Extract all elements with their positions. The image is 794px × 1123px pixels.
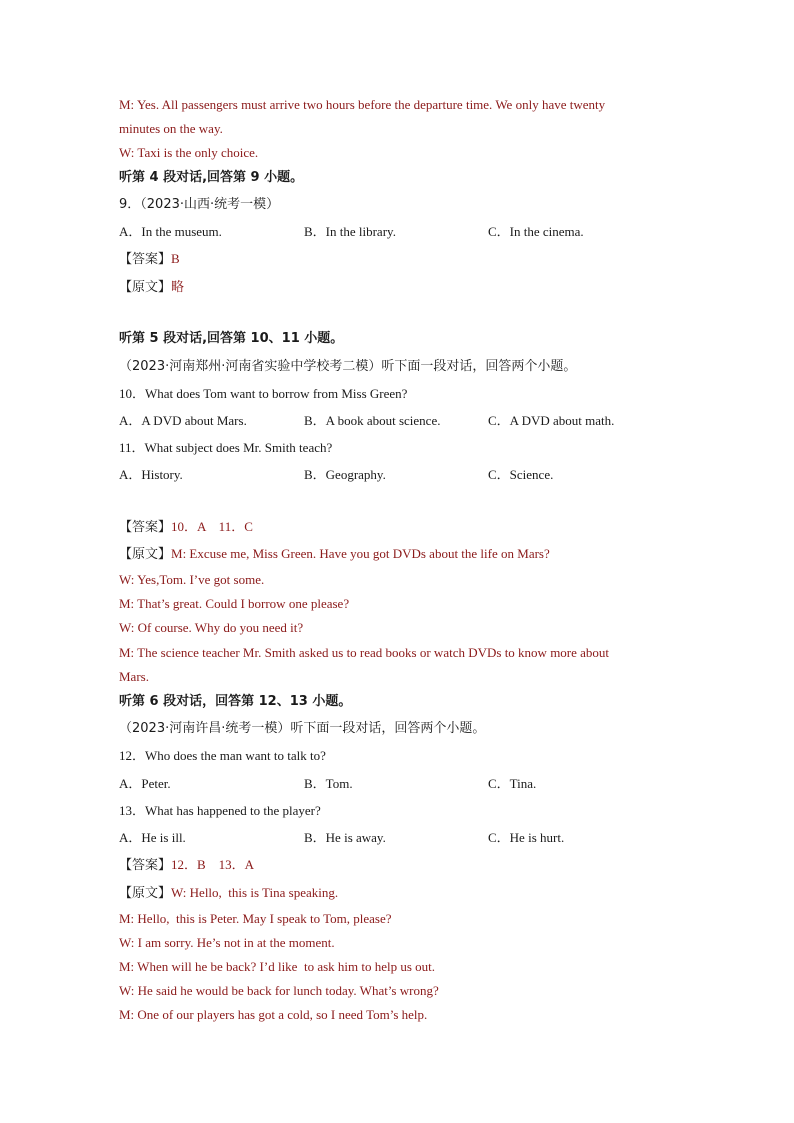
answer-tag: 【答案】 <box>119 520 172 535</box>
transcript-line: M: The science teacher Mr. Smith asked us to read books or watch DVDs to know more about <box>119 645 610 660</box>
transcript-line: W: I am sorry. He’s not in at the moment. <box>119 935 335 950</box>
answer-value: B <box>171 251 180 266</box>
option-c: C．Tina. <box>488 776 537 791</box>
transcript-line: M: Hello, this is Peter. May I speak to Tom, please? <box>119 911 392 926</box>
transcript-line: M: Excuse me, Miss Green. Have you got DVDs about the life on Mars? <box>171 546 550 561</box>
transcript-line: W: Of course. Why do you need it? <box>119 620 304 635</box>
option-a: A．In the museum. <box>119 224 222 239</box>
transcript-line: W: Hello, this is Tina speaking. <box>171 885 339 900</box>
source-tag: 【原文】 <box>119 547 172 562</box>
section-heading: 听第 6 段对话，回答第 12、13 小题。 <box>119 694 352 709</box>
option-c: C．He is hurt. <box>488 830 565 845</box>
source-value: 略 <box>171 280 185 295</box>
option-b: B．Geography. <box>304 467 386 482</box>
transcript-line: M: That’s great. Could I borrow one please? <box>119 596 350 611</box>
option-a: A．He is ill. <box>119 830 186 845</box>
transcript-line: W: Yes,Tom. I’ve got some. <box>119 572 265 587</box>
source-line <box>119 279 184 296</box>
transcript-line: minutes on the way. <box>119 121 223 136</box>
option-c: C．A DVD about math. <box>488 413 615 428</box>
option-a: A．Peter. <box>119 776 171 791</box>
source-tag: 【原文】 <box>119 280 172 295</box>
transcript-line: Mars. <box>119 669 149 684</box>
transcript-line: M: One of our players has got a cold, so I need Tom’s help. <box>119 1007 428 1022</box>
question-stem: 9．（2023·山西·统考一模） <box>119 197 280 212</box>
option-a: A．History. <box>119 467 183 482</box>
question-stem: 11．What subject does Mr. Smith teach? <box>119 440 333 455</box>
transcript-line: M: Yes. All passengers must arrive two hours before the departure time. We only have twenty <box>119 97 606 112</box>
source-note: （2023·河南郑州·河南省实验中学校考二模）听下面一段对话，回答两个小题。 <box>119 359 577 374</box>
answer-tag: 【答案】 <box>119 252 172 267</box>
option-b: B．Tom. <box>304 776 353 791</box>
option-b: B．In the library. <box>304 224 396 239</box>
transcript-line: M: When will he be back? I’d like to ask him to help us out. <box>119 959 436 974</box>
section-heading: 听第 4 段对话,回答第 9 小题。 <box>119 170 304 185</box>
answer-line <box>119 251 180 268</box>
option-c: C．Science. <box>488 467 554 482</box>
question-stem: 12．Who does the man want to talk to? <box>119 748 326 763</box>
section-heading: 听第 5 段对话,回答第 10、11 小题。 <box>119 331 344 346</box>
option-b: B．He is away. <box>304 830 386 845</box>
answer-tag: 【答案】 <box>119 858 172 873</box>
answer-value: 12．B 13．A <box>171 857 255 872</box>
answer-value: 10．A 11．C <box>171 519 253 534</box>
answer-line <box>119 857 254 874</box>
transcript-line: W: He said he would be back for lunch today. What’s wrong? <box>119 983 439 998</box>
question-stem: 13．What has happened to the player? <box>119 803 321 818</box>
option-c: C．In the cinema. <box>488 224 584 239</box>
question-stem: 10．What does Tom want to borrow from Miss Green? <box>119 386 408 401</box>
source-note: （2023·河南许昌·统考一模）听下面一段对话，回答两个小题。 <box>119 721 486 736</box>
source-line <box>119 546 550 563</box>
source-tag: 【原文】 <box>119 886 172 901</box>
source-line <box>119 885 338 902</box>
option-b: B．A book about science. <box>304 413 441 428</box>
answer-line <box>119 519 253 536</box>
option-a: A．A DVD about Mars. <box>119 413 247 428</box>
transcript-line: W: Taxi is the only choice. <box>119 145 259 160</box>
